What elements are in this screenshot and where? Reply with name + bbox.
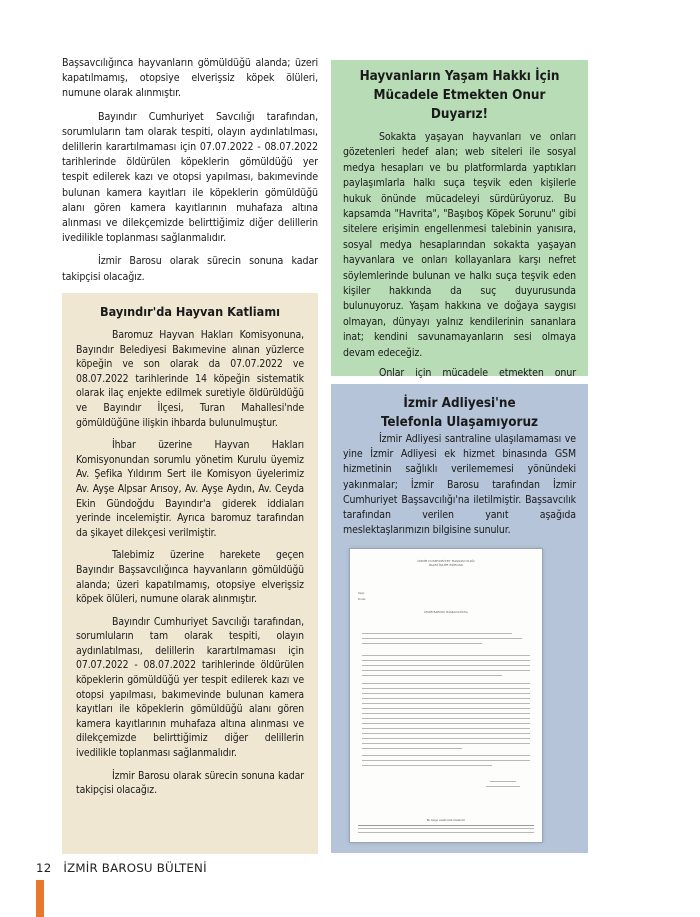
letter-footer-text <box>358 832 534 833</box>
letter-text-line <box>362 655 530 656</box>
letter-header-line-2: İDARİ İŞLER BÜROSU <box>428 563 464 567</box>
letter-header-line-1: İZMİR CUMHURİYET BAŞSAVCILIĞI <box>417 559 475 563</box>
letter-text-line <box>362 703 530 704</box>
letter-text-line <box>362 713 530 714</box>
left-paragraph-3: İzmir Barosu olarak sürecin sonuna kadar takipçisi olacağız. <box>62 255 318 283</box>
letter-recipient: İZMİR BAROSU BAŞKANLIĞINA <box>424 611 468 614</box>
letter-text-line <box>362 748 462 749</box>
letter-signature-line <box>486 786 520 787</box>
publication-title: İZMİR BAROSU BÜLTENİ <box>63 861 207 875</box>
letter-text-line <box>362 688 530 689</box>
animal-rights-title-line-2: Mücadele Etmekten Onur Duyarız! <box>373 88 546 122</box>
letter-text-line <box>362 743 530 744</box>
courthouse-title-line-1: İzmir Adliyesi'ne <box>403 396 516 411</box>
letter-text-line <box>362 765 492 766</box>
page-number: 12 <box>36 861 52 875</box>
letter-text-line <box>362 755 530 756</box>
prosecutor-letter-image <box>350 549 542 842</box>
letter-text-line <box>362 693 530 694</box>
left-column <box>62 56 318 293</box>
animal-rights-box <box>331 60 588 380</box>
animal-rights-paragraph-2: Onlar için mücadele etmekten onur <box>379 367 576 380</box>
letter-text-line <box>362 733 530 734</box>
letter-text-line <box>362 660 530 661</box>
footer-accent-bar <box>36 880 44 917</box>
letter-text-line <box>362 675 502 676</box>
letter-text-line <box>362 708 530 709</box>
letter-text-line <box>362 760 530 761</box>
letter-text-line <box>362 738 530 739</box>
left-paragraph-1: Başsavcılığınca hayvanların gömüldüğü alanda; üzeri kapatılmamış, otopsiye elverişsiz köpek ölüleri, numune olarak alınmıştır. <box>62 57 318 100</box>
animal-rights-paragraph-1: Sokakta yaşayan hayvanları ve onları gözetenleri hedef alan; web siteleri ile sosyal medya hesapları ve bu platformlarda yaptıkları paylaşımlarla halkı suça teşvik eden kişilerle hukuk önünde mücadeleyi sürdürüyoruz. Bu kapsamda "Havrita", "Başıboş Köpek Sorunu" gibi sitelere erişimin engellenmesi talebinin yanısıra, sosyal medya hesaplarından sokakta yaşayan hayvanlara ve onları kollayanlara karşı nefret söylemlerinde bulunan ve halkı suça teşvik eden kişiler hakkında da suç duyurusunda bulunuyoruz. Yaşam hakkına ve doğaya saygısı olmayan, dünyayı yalnız kendilerinin sananlara inat; kendini savunamayanların sesi olmaya devam edeceğiz. <box>343 131 576 359</box>
left-paragraph-2: Bayındır Cumhuriyet Savcılığı tarafından, sorumluların tam olarak tespiti, olayın aydınlatılması, delillerin karartılmaması için 07.07.2022 - 08.07.2022 tarihlerinde öldürülen köpeklerin gömüldüğü yer tespit edilerek kazı ve otopsi yapılması, bakımevinde bulunan kamera kayıtları ile köpeklerin gömüldüğü alanı gören kamera kayıtlarının muhafaza altına alınması ve dilekçemizde belirttiğimiz diğer delillerin ivedilikle toplanması sağlanmalıdır. <box>62 110 318 245</box>
letter-text-line <box>362 670 530 671</box>
letter-text-line <box>362 698 530 699</box>
letter-header <box>350 559 542 567</box>
bayindir-paragraph-1: Baromuz Hayvan Hakları Komisyonuna, Bayındır Belediyesi Bakımevine alınan yüzlerce köpeğin ve son olarak da 07.07.2022 ve 08.07.2022 tarihlerinde 14 köpeğin sistematik olarak ilaç enjekte edilmek suretiyle öldürüldüğü ve Bayındır İlçesi, Turan Mahallesi'nde gömüldüğüne ilişkin ihbarda bulunulmuştur. <box>76 329 304 429</box>
letter-number: Sayı: <box>358 591 366 595</box>
letter-text-line <box>362 728 530 729</box>
animal-rights-box-title <box>343 67 576 124</box>
letter-text-line <box>362 718 530 719</box>
page-footer <box>36 861 207 875</box>
bayindir-paragraph-4: Bayındır Cumhuriyet Savcılığı tarafından, sorumluların tam olarak tespiti, olayın aydınlatılması, delillerin karartılmaması için 07.07.2022 - 08.07.2022 tarihlerinde öldürülen köpeklerin gömüldüğü yer tespit edilerek kazı ve otopsi yapılması, bakımevinde bulunan kamera kayıtları ile köpeklerin gömüldüğü alanı gören kamera kayıtlarının muhafaza altına alınması ve dilekçemizde belirttiğimiz diğer delillerin ivedilikle toplanması sağlanmalıdır. <box>76 615 304 760</box>
letter-text-line <box>362 665 530 666</box>
letter-footer-text <box>358 828 534 829</box>
letter-text-line <box>362 643 482 644</box>
letter-text-line <box>362 723 530 724</box>
bayindir-box-title: Bayındır'da Hayvan Katliamı <box>99 304 281 319</box>
letter-subject: Konu: <box>358 597 367 601</box>
letter-text-line <box>362 638 522 639</box>
courthouse-phone-box-title <box>343 394 576 432</box>
letter-text-line <box>362 683 530 684</box>
animal-rights-title-line-1: Hayvanların Yaşam Hakkı İçin <box>359 69 560 84</box>
bayindir-paragraph-3: Talebimiz üzerine harekete geçen Bayındır Başsavcılığınca hayvanların gömüldüğü alanda; üzeri kapatılmamış, otopsiye elverişsiz köpek ölüleri, numune olarak alınmıştır. <box>76 549 304 606</box>
bayindir-paragraph-2: İhbar üzerine Hayvan Hakları Komisyonundan sorumlu yönetim Kurulu üyemiz Av. Şefika Yıldırım Sert ile Komisyon üyelerimiz Av. Ayşe Alpsar Arısoy, Av. Ayşe Aydın, Av. Ceyda Ekin Gündoğdu Bayındır'a giderek iddiaları yerinde incelemiştir. Ayrıca baromuz tarafından da şikayet dilekçesi verilmiştir. <box>76 439 304 539</box>
bayindir-paragraph-5: İzmir Barosu olarak sürecin sonuna kadar takipçisi olacağız. <box>76 769 304 797</box>
bayindir-box <box>62 293 318 854</box>
letter-footer-note: Bu belge elektronik imzalıdır. <box>426 819 466 822</box>
letter-text-line <box>362 633 512 634</box>
letter-footer-rule <box>358 825 534 826</box>
letter-signature-line <box>490 781 516 782</box>
courthouse-paragraph-1: İzmir Adliyesi santraline ulaşılamaması ve yine İzmir Adliyesi ek hizmet binasında GSM hizmetinin sağlıklı verilememesi yönündeki yakınmalar; İzmir Barosu tarafından İzmir Cumhuriyet Başsavcılığı'na iletilmiştir. Başsavcılık tarafından verilen yanıt aşağıda meslektaşlarımızın bilgisine sunulur. <box>343 433 576 537</box>
courthouse-title-line-2: Telefonla Ulaşamıyoruz <box>380 415 539 430</box>
